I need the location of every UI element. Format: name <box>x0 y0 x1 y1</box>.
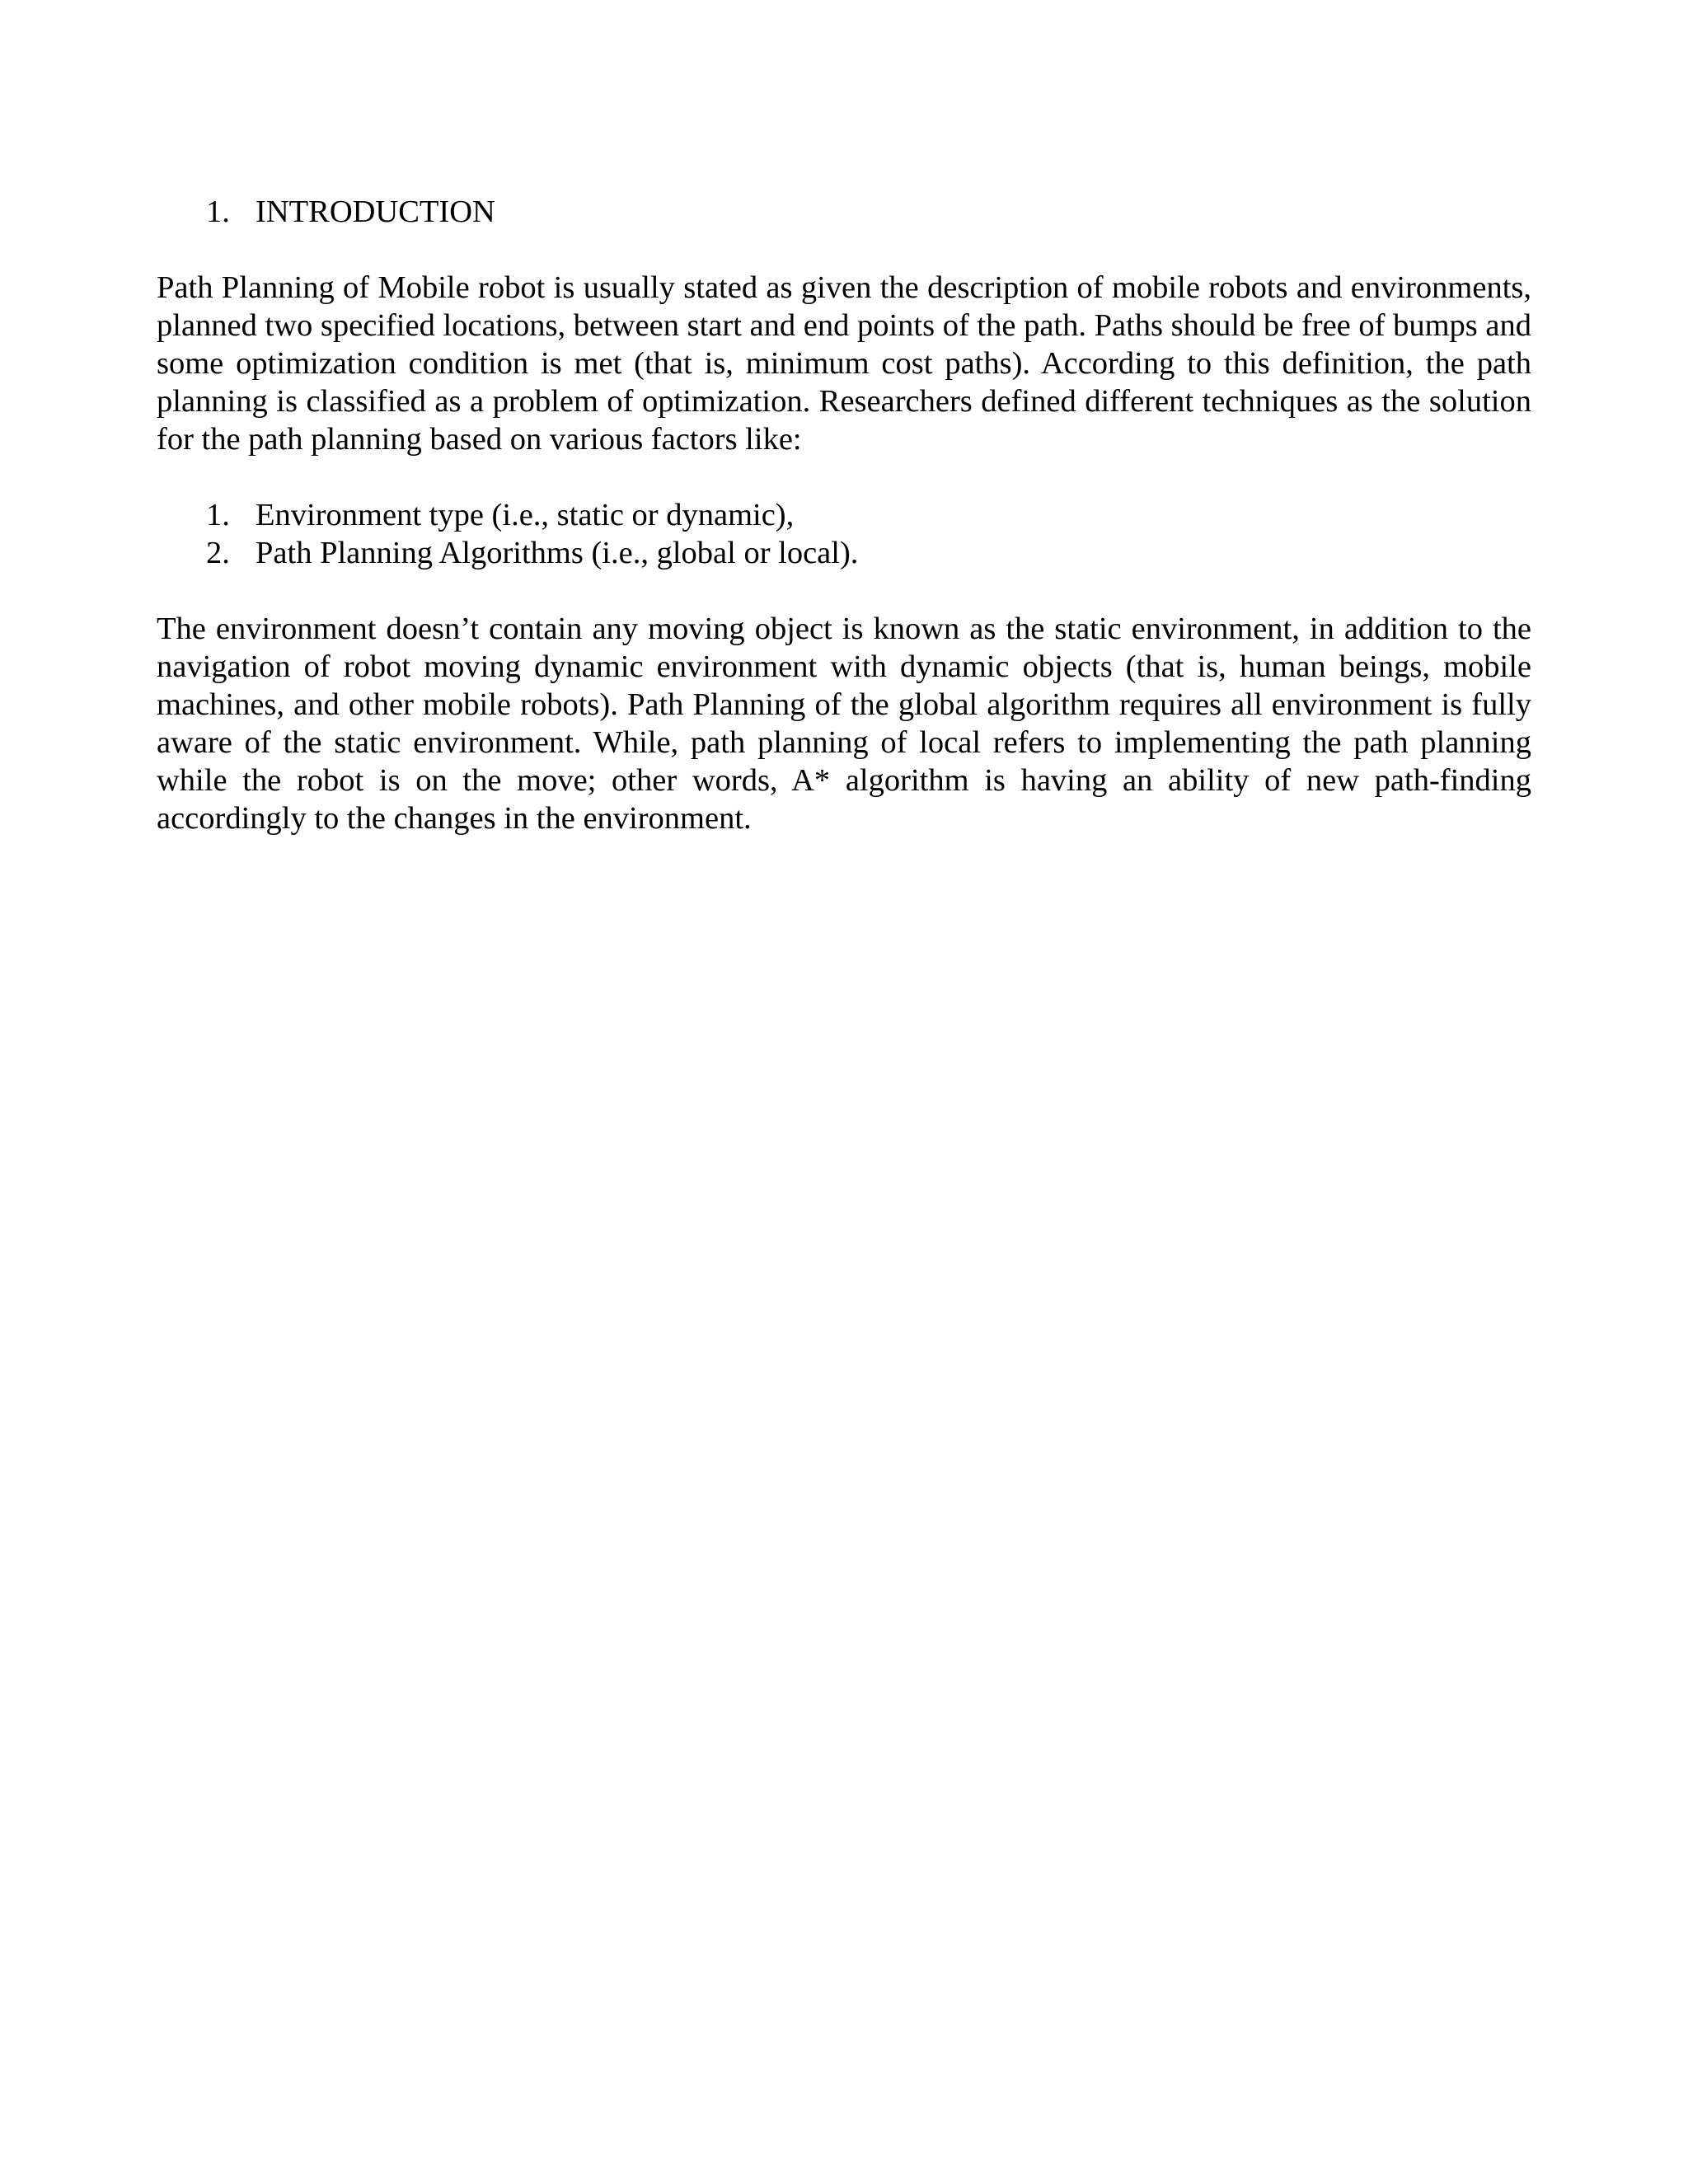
list-item-number: 1. <box>206 498 230 532</box>
section-number: 1. <box>206 194 230 229</box>
list-item-text: Environment type (i.e., static or dynamic), <box>256 498 795 532</box>
list-item <box>157 534 1531 572</box>
list-item-text: Path Planning Algorithms (i.e., global or local). <box>256 536 859 570</box>
list-item-number: 2. <box>206 536 230 570</box>
environment-paragraph: The environment doesn’t contain any moving object is known as the static environment, in addition to the navigation of robot moving dynamic environment with dynamic objects (that is, human beings, mobile machines, and other mobile robots). Path Planning of the global algorithm requires all environment is fully aware of the static environment. While, path planning of local refers to implementing the path planning while the robot is on the move; other words, A* algorithm is having an ability of new path-finding accordingly to the changes in the environment. <box>157 612 1531 836</box>
section-heading <box>157 193 1531 231</box>
section-title: INTRODUCTION <box>256 194 495 229</box>
document-body <box>157 193 1531 837</box>
factors-list <box>157 496 1531 572</box>
list-item <box>157 496 1531 534</box>
intro-paragraph: Path Planning of Mobile robot is usually stated as given the description of mobile robots and environments, planned two specified locations, between start and end points of the path. Paths should be free of bumps and some optimization condition is met (that is, minimum cost paths). According to this definition, the path planning is classified as a problem of optimization. Researchers defined different techniques as the solution for the path planning based on various factors like: <box>157 270 1531 457</box>
